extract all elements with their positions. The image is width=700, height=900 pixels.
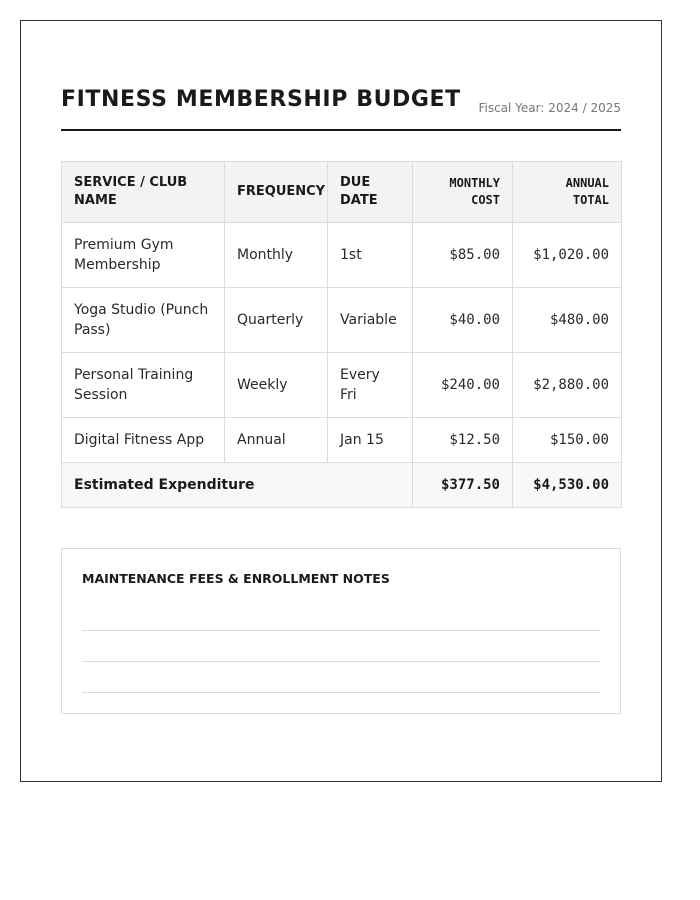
page-title: FITNESS MEMBERSHIP BUDGET xyxy=(61,87,461,112)
budget-page xyxy=(20,20,662,782)
service-name-cell: Personal Training Session xyxy=(62,353,225,418)
page-header xyxy=(61,87,621,131)
notes-title: MAINTENANCE FEES & ENROLLMENT NOTES xyxy=(82,571,390,586)
table-row xyxy=(62,223,622,288)
column-header-annual-total: ANNUAL TOTAL xyxy=(513,162,622,223)
column-header-frequency: FREQUENCY xyxy=(225,162,328,223)
service-name-cell: Yoga Studio (Punch Pass) xyxy=(62,288,225,353)
service-name-cell: Digital Fitness App xyxy=(62,418,225,463)
monthly-cost-cell: $85.00 xyxy=(413,223,513,288)
total-annual: $4,530.00 xyxy=(513,463,622,508)
due-date-cell: Jan 15 xyxy=(328,418,413,463)
total-monthly-cost: $377.50 xyxy=(413,463,513,508)
total-row xyxy=(62,463,622,508)
annual-total-cell: $1,020.00 xyxy=(513,223,622,288)
annual-total-cell: $480.00 xyxy=(513,288,622,353)
monthly-cost-cell: $40.00 xyxy=(413,288,513,353)
annual-total-cell: $150.00 xyxy=(513,418,622,463)
due-date-cell: Variable xyxy=(328,288,413,353)
note-line xyxy=(82,661,600,662)
annual-total-cell: $2,880.00 xyxy=(513,353,622,418)
notes-section xyxy=(61,548,621,714)
table-row xyxy=(62,418,622,463)
note-line xyxy=(82,630,600,631)
service-name-cell: Premium Gym Membership xyxy=(62,223,225,288)
column-header-service: SERVICE / CLUB NAME xyxy=(62,162,225,223)
frequency-cell: Weekly xyxy=(225,353,328,418)
budget-table xyxy=(61,161,622,508)
table-header-row xyxy=(62,162,622,223)
table-row xyxy=(62,353,622,418)
monthly-cost-cell: $240.00 xyxy=(413,353,513,418)
column-header-monthly-cost: MONTHLY COST xyxy=(413,162,513,223)
frequency-cell: Quarterly xyxy=(225,288,328,353)
table-row xyxy=(62,288,622,353)
total-label: Estimated Expenditure xyxy=(62,463,413,508)
frequency-cell: Annual xyxy=(225,418,328,463)
monthly-cost-cell: $12.50 xyxy=(413,418,513,463)
due-date-cell: 1st xyxy=(328,223,413,288)
fiscal-year-label: Fiscal Year: 2024 / 2025 xyxy=(478,101,621,115)
note-line xyxy=(82,692,600,693)
frequency-cell: Monthly xyxy=(225,223,328,288)
column-header-due-date: DUE DATE xyxy=(328,162,413,223)
due-date-cell: Every Fri xyxy=(328,353,413,418)
